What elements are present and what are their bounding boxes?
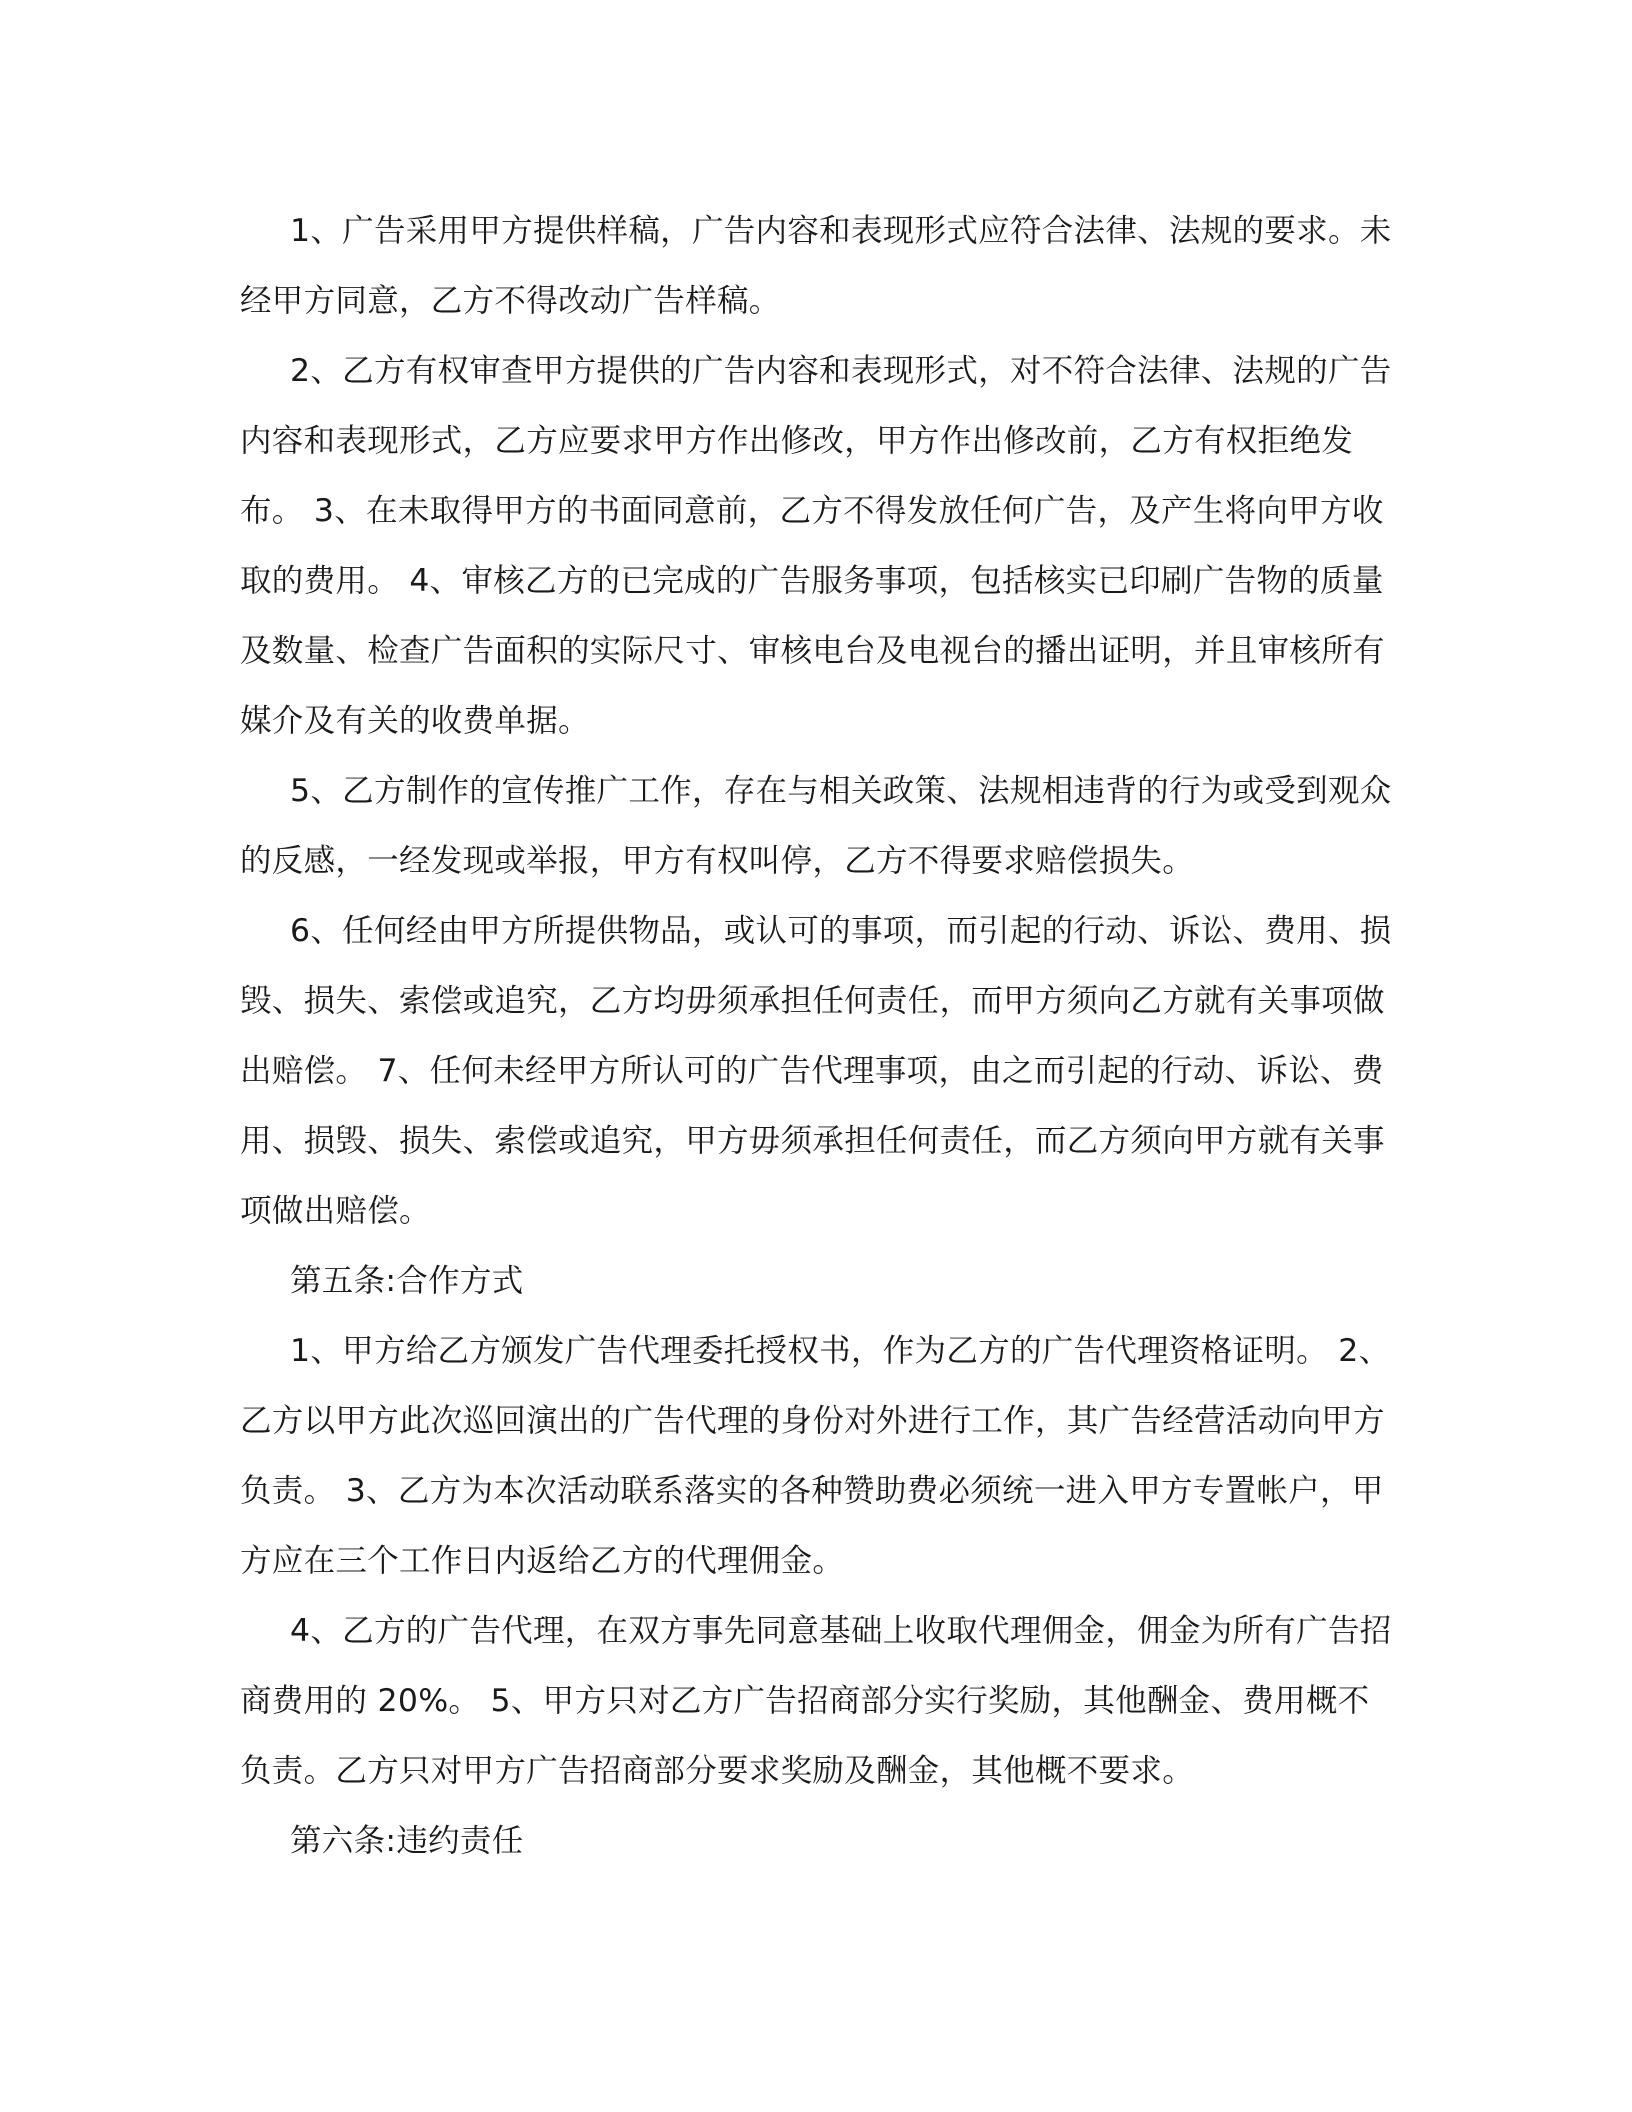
paragraph-article-5-items-4-5: 4、乙方的广告代理，在双方事先同意基础上收取代理佣金，佣金为所有广告招商费用的 20%。 5、甲方只对乙方广告招商部分实行奖励，其他酬金、费用概不负责。乙方只对甲方广告招商部分要求奖励及酬金，其他概不要求。 xyxy=(240,1613,1392,1789)
section-heading-article-5: 第五条:合作方式 xyxy=(290,1263,524,1299)
paragraph-article-5-items-1-3: 1、甲方给乙方颁发广告代理委托授权书，作为乙方的广告代理资格证明。 2、乙方以甲方此次巡回演出的广告代理的身份对外进行工作，其广告经营活动向甲方负责。 3、乙方为本次活动联系落实的各种赞助费必须统一进入甲方专置帐户，甲方应在三个工作日内返给乙方的代理佣金。 xyxy=(240,1333,1391,1579)
paragraph-article-4-items-6-7: 6、任何经由甲方所提供物品，或认可的事项，而引起的行动、诉讼、费用、损毁、损失、索偿或追究，乙方均毋须承担任何责任，而甲方须向乙方就有关事项做出赔偿。 7、任何未经甲方所认可的广告代理事项，由之而引起的行动、诉讼、费用、损毁、损失、索偿或追究，甲方毋须承担任何责任，而乙方须向甲方就有关事项做出赔偿。 xyxy=(240,913,1392,1229)
paragraph-article-4-item-5: 5、乙方制作的宣传推广工作，存在与相关政策、法规相违背的行为或受到观众的反感，一经发现或举报，甲方有权叫停，乙方不得要求赔偿损失。 xyxy=(240,773,1392,879)
paragraph-article-4-item-1: 1、广告采用甲方提供样稿，广告内容和表现形式应符合法律、法规的要求。未经甲方同意，乙方不得改动广告样稿。 xyxy=(240,213,1392,319)
section-heading-article-6: 第六条:违约责任 xyxy=(290,1823,524,1859)
paragraph-article-4-items-2-4: 2、乙方有权审查甲方提供的广告内容和表现形式，对不符合法律、法规的广告内容和表现形式，乙方应要求甲方作出修改，甲方作出修改前，乙方有权拒绝发布。 3、在未取得甲方的书面同意前，乙方不得发放任何广告，及产生将向甲方收取的费用。 4、审核乙方的已完成的广告服务事项，包括核实已印刷广告物的质量及数量、检查广告面积的实际尺寸、审核电台及电视台的播出证明，并且审核所有媒介及有关的收费单据。 xyxy=(240,353,1392,739)
document-page xyxy=(240,196,1395,1876)
